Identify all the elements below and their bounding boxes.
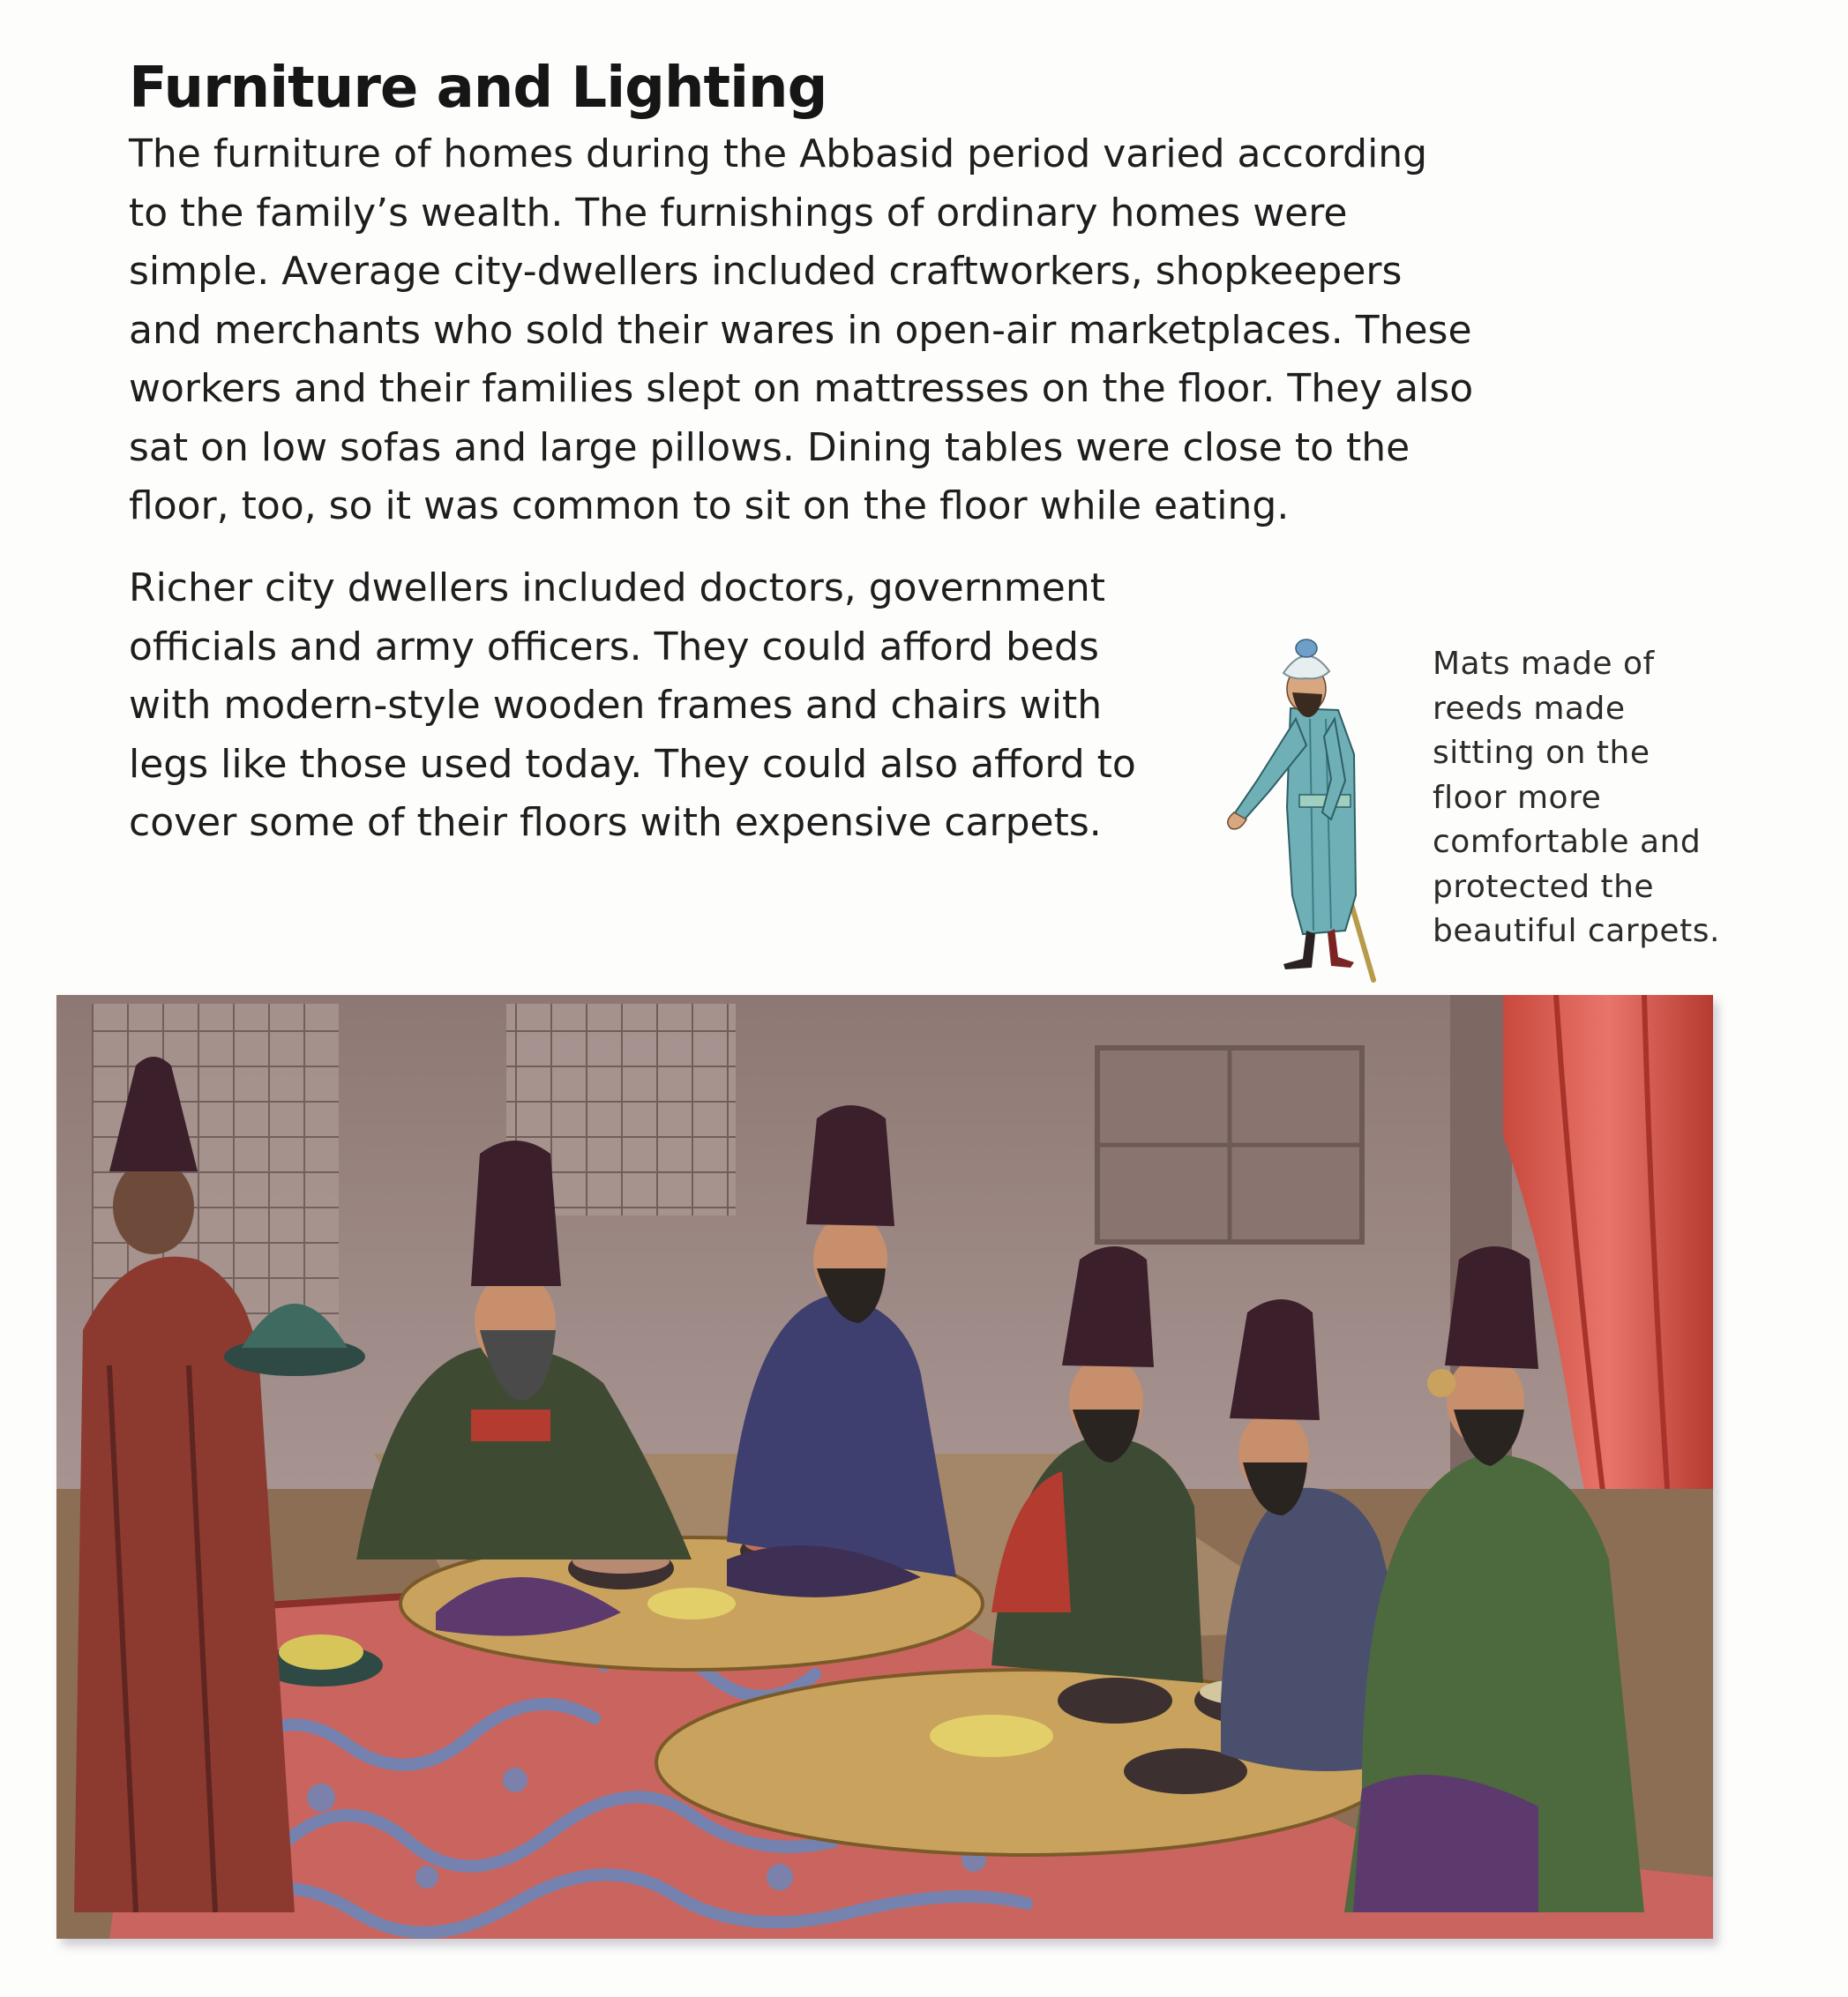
caption-line: comfortable and: [1433, 824, 1702, 860]
caption-line: reeds made: [1433, 690, 1626, 727]
image-caption: [1433, 642, 1732, 954]
paragraph-ordinary-homes: [129, 125, 1540, 536]
paragraph-line: to the family’s wealth. The furnishings of ordinary homes were: [129, 190, 1348, 236]
section-heading: Furniture and Lighting: [129, 56, 827, 121]
paragraph-line: with modern-style wooden frames and chairs with: [129, 683, 1103, 728]
caption-line: sitting on the: [1433, 735, 1650, 771]
dining-scene-illustration: [56, 995, 1713, 1939]
paragraph-line: Richer city dwellers included doctors, government: [129, 565, 1105, 610]
paragraph-line: floor, too, so it was common to sit on the floor while eating.: [129, 483, 1290, 528]
caption-line: Mats made of: [1433, 646, 1655, 682]
paragraph-richer-homes: [129, 559, 1276, 853]
paragraph-line: simple. Average city-dwellers included craftworkers, shopkeepers: [129, 249, 1403, 294]
paragraph-line: and merchants who sold their wares in open-air marketplaces. These: [129, 307, 1472, 353]
caption-line: protected the: [1433, 868, 1655, 905]
paragraph-line: legs like those used today. They could also afford to: [129, 741, 1136, 787]
paragraph-line: cover some of their floors with expensive carpets.: [129, 800, 1102, 845]
bowing-man-illustration: [1222, 631, 1407, 984]
caption-line: floor more: [1433, 779, 1602, 816]
paragraph-line: sat on low sofas and large pillows. Dining tables were close to the: [129, 424, 1410, 470]
paragraph-line: officials and army officers. They could afford beds: [129, 624, 1099, 669]
paragraph-line: The furniture of homes during the Abbasid period varied according: [129, 131, 1428, 176]
paragraph-line: workers and their families slept on mattresses on the floor. They also: [129, 366, 1474, 411]
caption-line: beautiful carpets.: [1433, 913, 1720, 949]
